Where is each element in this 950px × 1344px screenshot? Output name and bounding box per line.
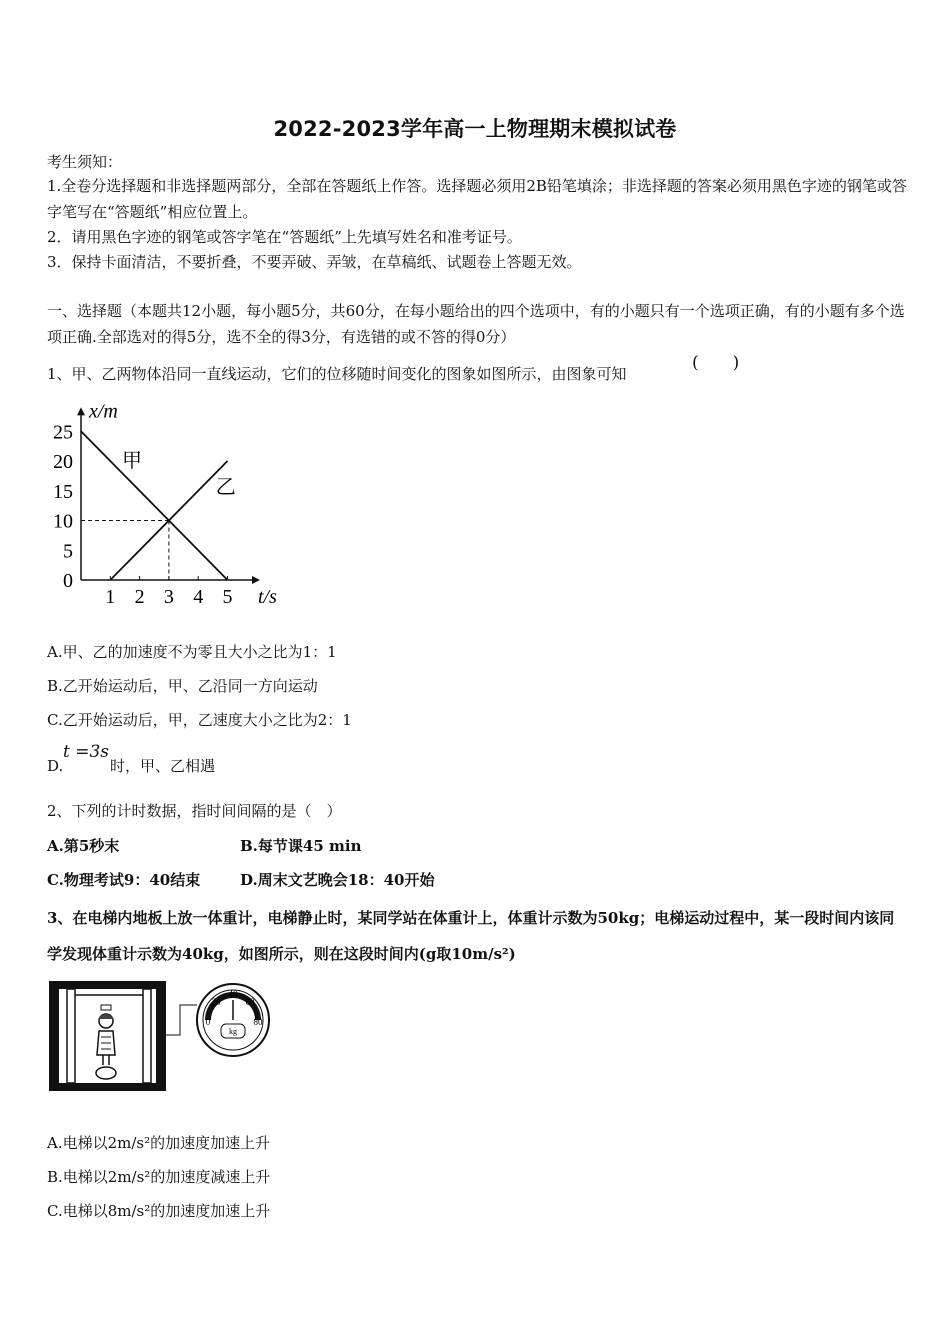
scale-wire bbox=[165, 1005, 197, 1035]
q2-option-b[interactable]: B.每节课45 min bbox=[240, 837, 362, 855]
q1-option-d-math: t =3s bbox=[63, 742, 110, 762]
dial-label-0: 0 bbox=[205, 1017, 211, 1027]
series-label-yi: 乙 bbox=[215, 476, 236, 499]
y-axis-arrow bbox=[77, 407, 85, 415]
dial-label-40: 40 bbox=[228, 989, 238, 999]
scale-dial bbox=[197, 984, 269, 1056]
q1-option-c[interactable]: C.乙开始运动后，甲，乙速度大小之比为2：1 bbox=[47, 711, 352, 729]
x-axis-label: t/s bbox=[258, 586, 277, 608]
question-2-stem: 2、下列的计时数据，指时间间隔的是（ ） bbox=[47, 802, 342, 820]
q1-option-d-text: 时，甲、乙相遇 bbox=[110, 757, 216, 775]
y-axis-label: x/m bbox=[89, 400, 118, 423]
y-tick-label: 10 bbox=[53, 510, 73, 533]
q2-option-d[interactable]: D.周末文艺晚会18：40开始 bbox=[240, 871, 435, 889]
q1-option-b[interactable]: B.乙开始运动后，甲、乙沿同一方向运动 bbox=[47, 677, 318, 695]
notice-heading: 考生须知： bbox=[47, 153, 123, 171]
q2-option-c[interactable]: C.物理考试9：40结束 bbox=[47, 871, 201, 889]
y-tick-label: 15 bbox=[53, 480, 73, 503]
y-tick-label: 5 bbox=[63, 540, 73, 563]
x-tick-label: 5 bbox=[222, 586, 233, 608]
y-tick-label: 20 bbox=[53, 451, 73, 473]
x-tick-label: 2 bbox=[134, 586, 145, 608]
elevator-scale-figure bbox=[45, 975, 275, 1100]
x-axis-arrow bbox=[252, 576, 260, 584]
q3-option-c[interactable]: C.电梯以8m/s²的加速度加速上升 bbox=[47, 1202, 271, 1220]
x-tick-label: 1 bbox=[105, 586, 116, 608]
y-tick-label: 25 bbox=[53, 421, 73, 444]
x-tick-label: 4 bbox=[193, 586, 204, 608]
notice-item-1: 1.全卷分选择题和非选择题两部分，全部在答题纸上作答。选择题必须用2B铅笔填涂；非选择题的答案必须用黑色字迹的钢笔或答字笔写在“答题纸”相应位置上。 bbox=[47, 177, 907, 221]
x-tick-label: 3 bbox=[163, 586, 174, 608]
section-heading: 一、选择题（本题共12小题，每小题5分，共60分，在每小题给出的四个选项中，有的小题只有一个选项正确，有的小题有多个选项正确.全部选对的得5分，选不全的得3分，有选错的或不答的得0分） bbox=[47, 302, 905, 346]
answer-parentheses: ( ) bbox=[692, 353, 740, 373]
question-1-stem: 1、甲、乙两物体沿同一直线运动，它们的位移随时间变化的图象如图所示，由图象可知 bbox=[47, 365, 627, 383]
dial-label-20: 20 bbox=[211, 997, 221, 1007]
dial-unit: kg bbox=[229, 1027, 237, 1036]
notice-item-3: 3．保持卡面清洁，不要折叠，不要弄破、弄皱，在草稿纸、试题卷上答题无效。 bbox=[47, 253, 582, 271]
dial-label-80: 80 bbox=[253, 1017, 263, 1027]
exam-title: 2022-2023学年高一上物理期末模拟试卷 bbox=[273, 117, 677, 141]
q3-option-b[interactable]: B.电梯以2m/s²的加速度减速上升 bbox=[47, 1168, 271, 1186]
question-3-stem: 3、在电梯内地板上放一体重计，电梯静止时，某同学站在体重计上，体重计示数为50kg；电梯运动过程中，某一段时间内该同学发现体重计示数为40kg，如图所示，则在这段时间内(g取10m/s²) bbox=[47, 909, 895, 963]
q2-option-a[interactable]: A.第5秒末 bbox=[47, 837, 120, 855]
dial-label-60: 60 bbox=[245, 997, 255, 1007]
notice-item-2: 2．请用黑色字迹的钢笔或答字笔在“答题纸”上先填写姓名和准考证号。 bbox=[47, 228, 522, 246]
series-label-jia: 甲 bbox=[122, 449, 143, 472]
q1-option-d-prefix: D. bbox=[47, 757, 64, 775]
series-line-jia bbox=[81, 431, 228, 580]
q3-option-a[interactable]: A.电梯以2m/s²的加速度加速上升 bbox=[47, 1134, 271, 1152]
displacement-time-chart bbox=[42, 400, 292, 615]
y-tick-label: 0 bbox=[63, 570, 73, 592]
q1-option-a[interactable]: A.甲、乙的加速度不为零且大小之比为1：1 bbox=[47, 643, 337, 661]
